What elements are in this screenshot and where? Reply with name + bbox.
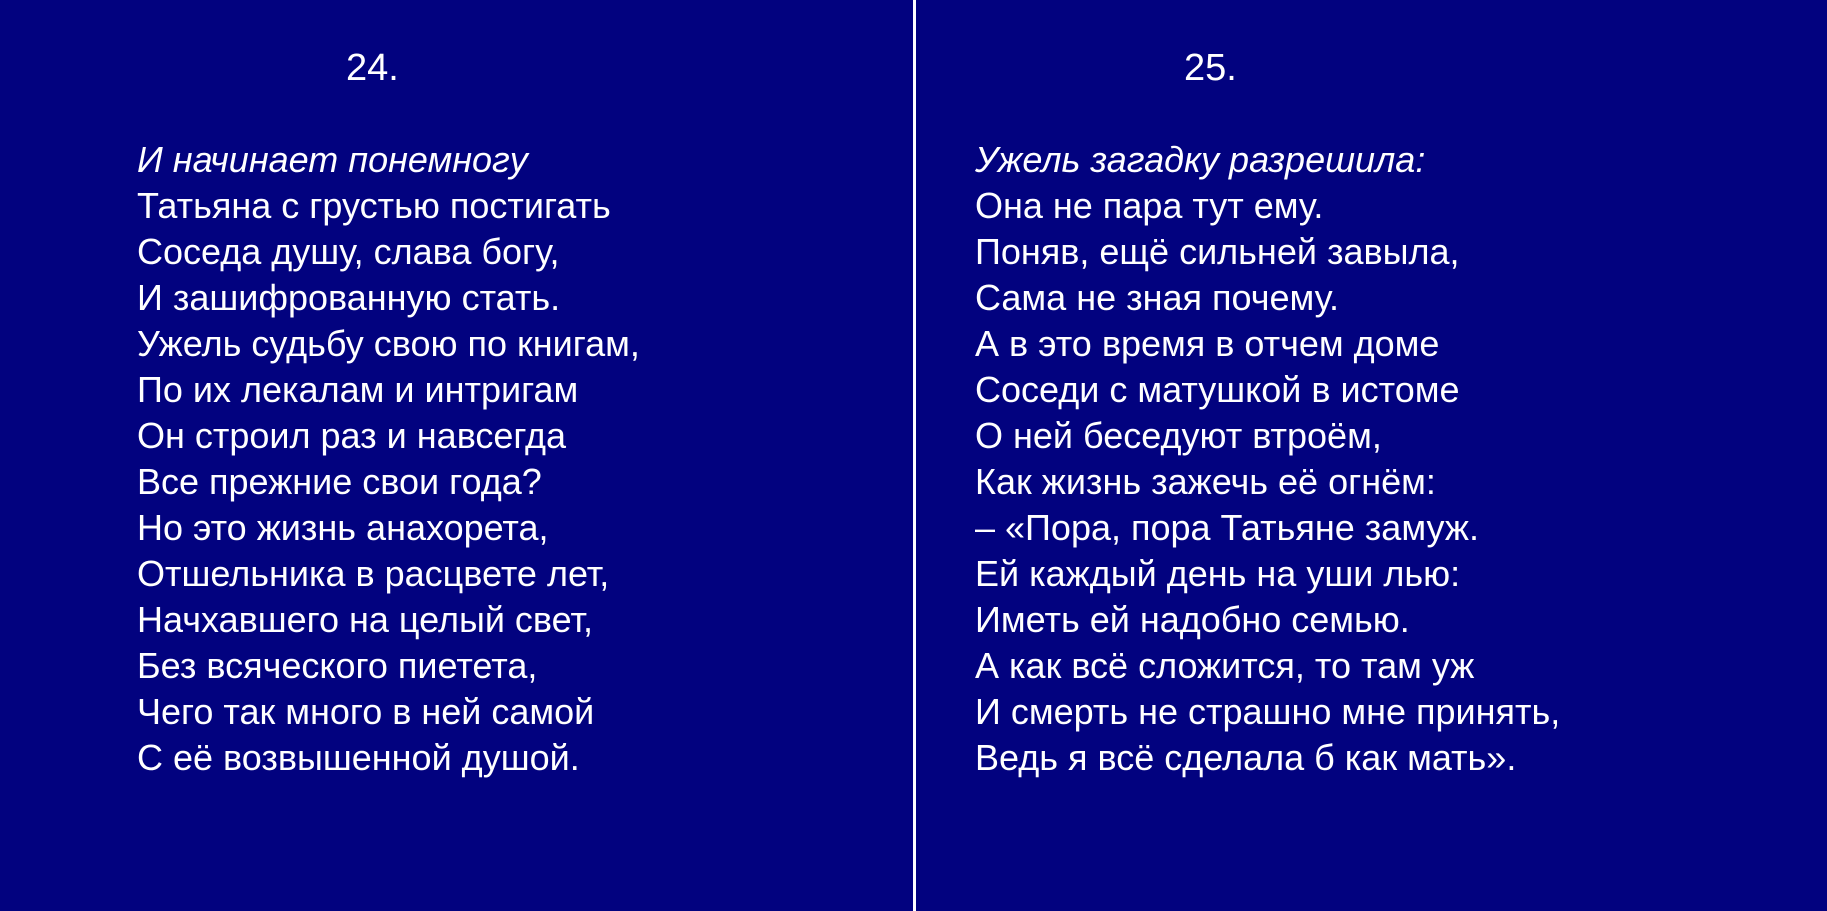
verse-line: Соседи с матушкой в истоме bbox=[975, 369, 1460, 410]
verse-line: Ужель судьбу свою по книгам, bbox=[137, 323, 640, 364]
verse-line: Татьяна с грустью постигать bbox=[137, 185, 611, 226]
verse-line: Начхавшего на целый свет, bbox=[137, 599, 593, 640]
verse-line: Соседа душу, слава богу, bbox=[137, 231, 560, 272]
verse-line: Сама не зная почему. bbox=[975, 277, 1340, 318]
stanza-number: 25. bbox=[1184, 47, 1237, 89]
verse-line: С её возвышенной душой. bbox=[137, 737, 580, 778]
verse-line: Ведь я всё сделала б как мать». bbox=[975, 737, 1517, 778]
verse-line: Но это жизнь анахорета, bbox=[137, 507, 549, 548]
verse-line: О ней беседуют втроём, bbox=[975, 415, 1382, 456]
verse-line: Все прежние свои года? bbox=[137, 461, 542, 502]
verse-line: По их лекалам и интригам bbox=[137, 369, 579, 410]
verse-line: – «Пора, пора Татьяне замуж. bbox=[975, 507, 1479, 548]
verse-line: Как жизнь зажечь её огнём: bbox=[975, 461, 1436, 502]
verse-line: Иметь ей надобно семью. bbox=[975, 599, 1410, 640]
verse-line: Ей каждый день на уши лью: bbox=[975, 553, 1461, 594]
verse-line: Поняв, ещё сильней завыла, bbox=[975, 231, 1460, 272]
verse-line: Без всяческого пиетета, bbox=[137, 645, 538, 686]
column-divider bbox=[913, 0, 916, 911]
stanza-lines bbox=[137, 137, 640, 781]
verse-line: Он строил раз и навсегда bbox=[137, 415, 566, 456]
verse-line: Отшельника в расцвете лет, bbox=[137, 553, 610, 594]
stanza-lines bbox=[975, 137, 1560, 781]
verse-line: Чего так много в ней самой bbox=[137, 691, 595, 732]
verse-line: Она не пара тут ему. bbox=[975, 185, 1324, 226]
verse-line: А как всё сложится, то там уж bbox=[975, 645, 1475, 686]
verse-line: И смерть не страшно мне принять, bbox=[975, 691, 1561, 732]
verse-line: И зашифрованную стать. bbox=[137, 277, 561, 318]
verse-line: И начинает понемногу bbox=[137, 139, 528, 180]
verse-line: А в это время в отчем доме bbox=[975, 323, 1440, 364]
stanza-number: 24. bbox=[346, 47, 399, 89]
verse-line: Ужель загадку разрешила: bbox=[975, 139, 1426, 180]
